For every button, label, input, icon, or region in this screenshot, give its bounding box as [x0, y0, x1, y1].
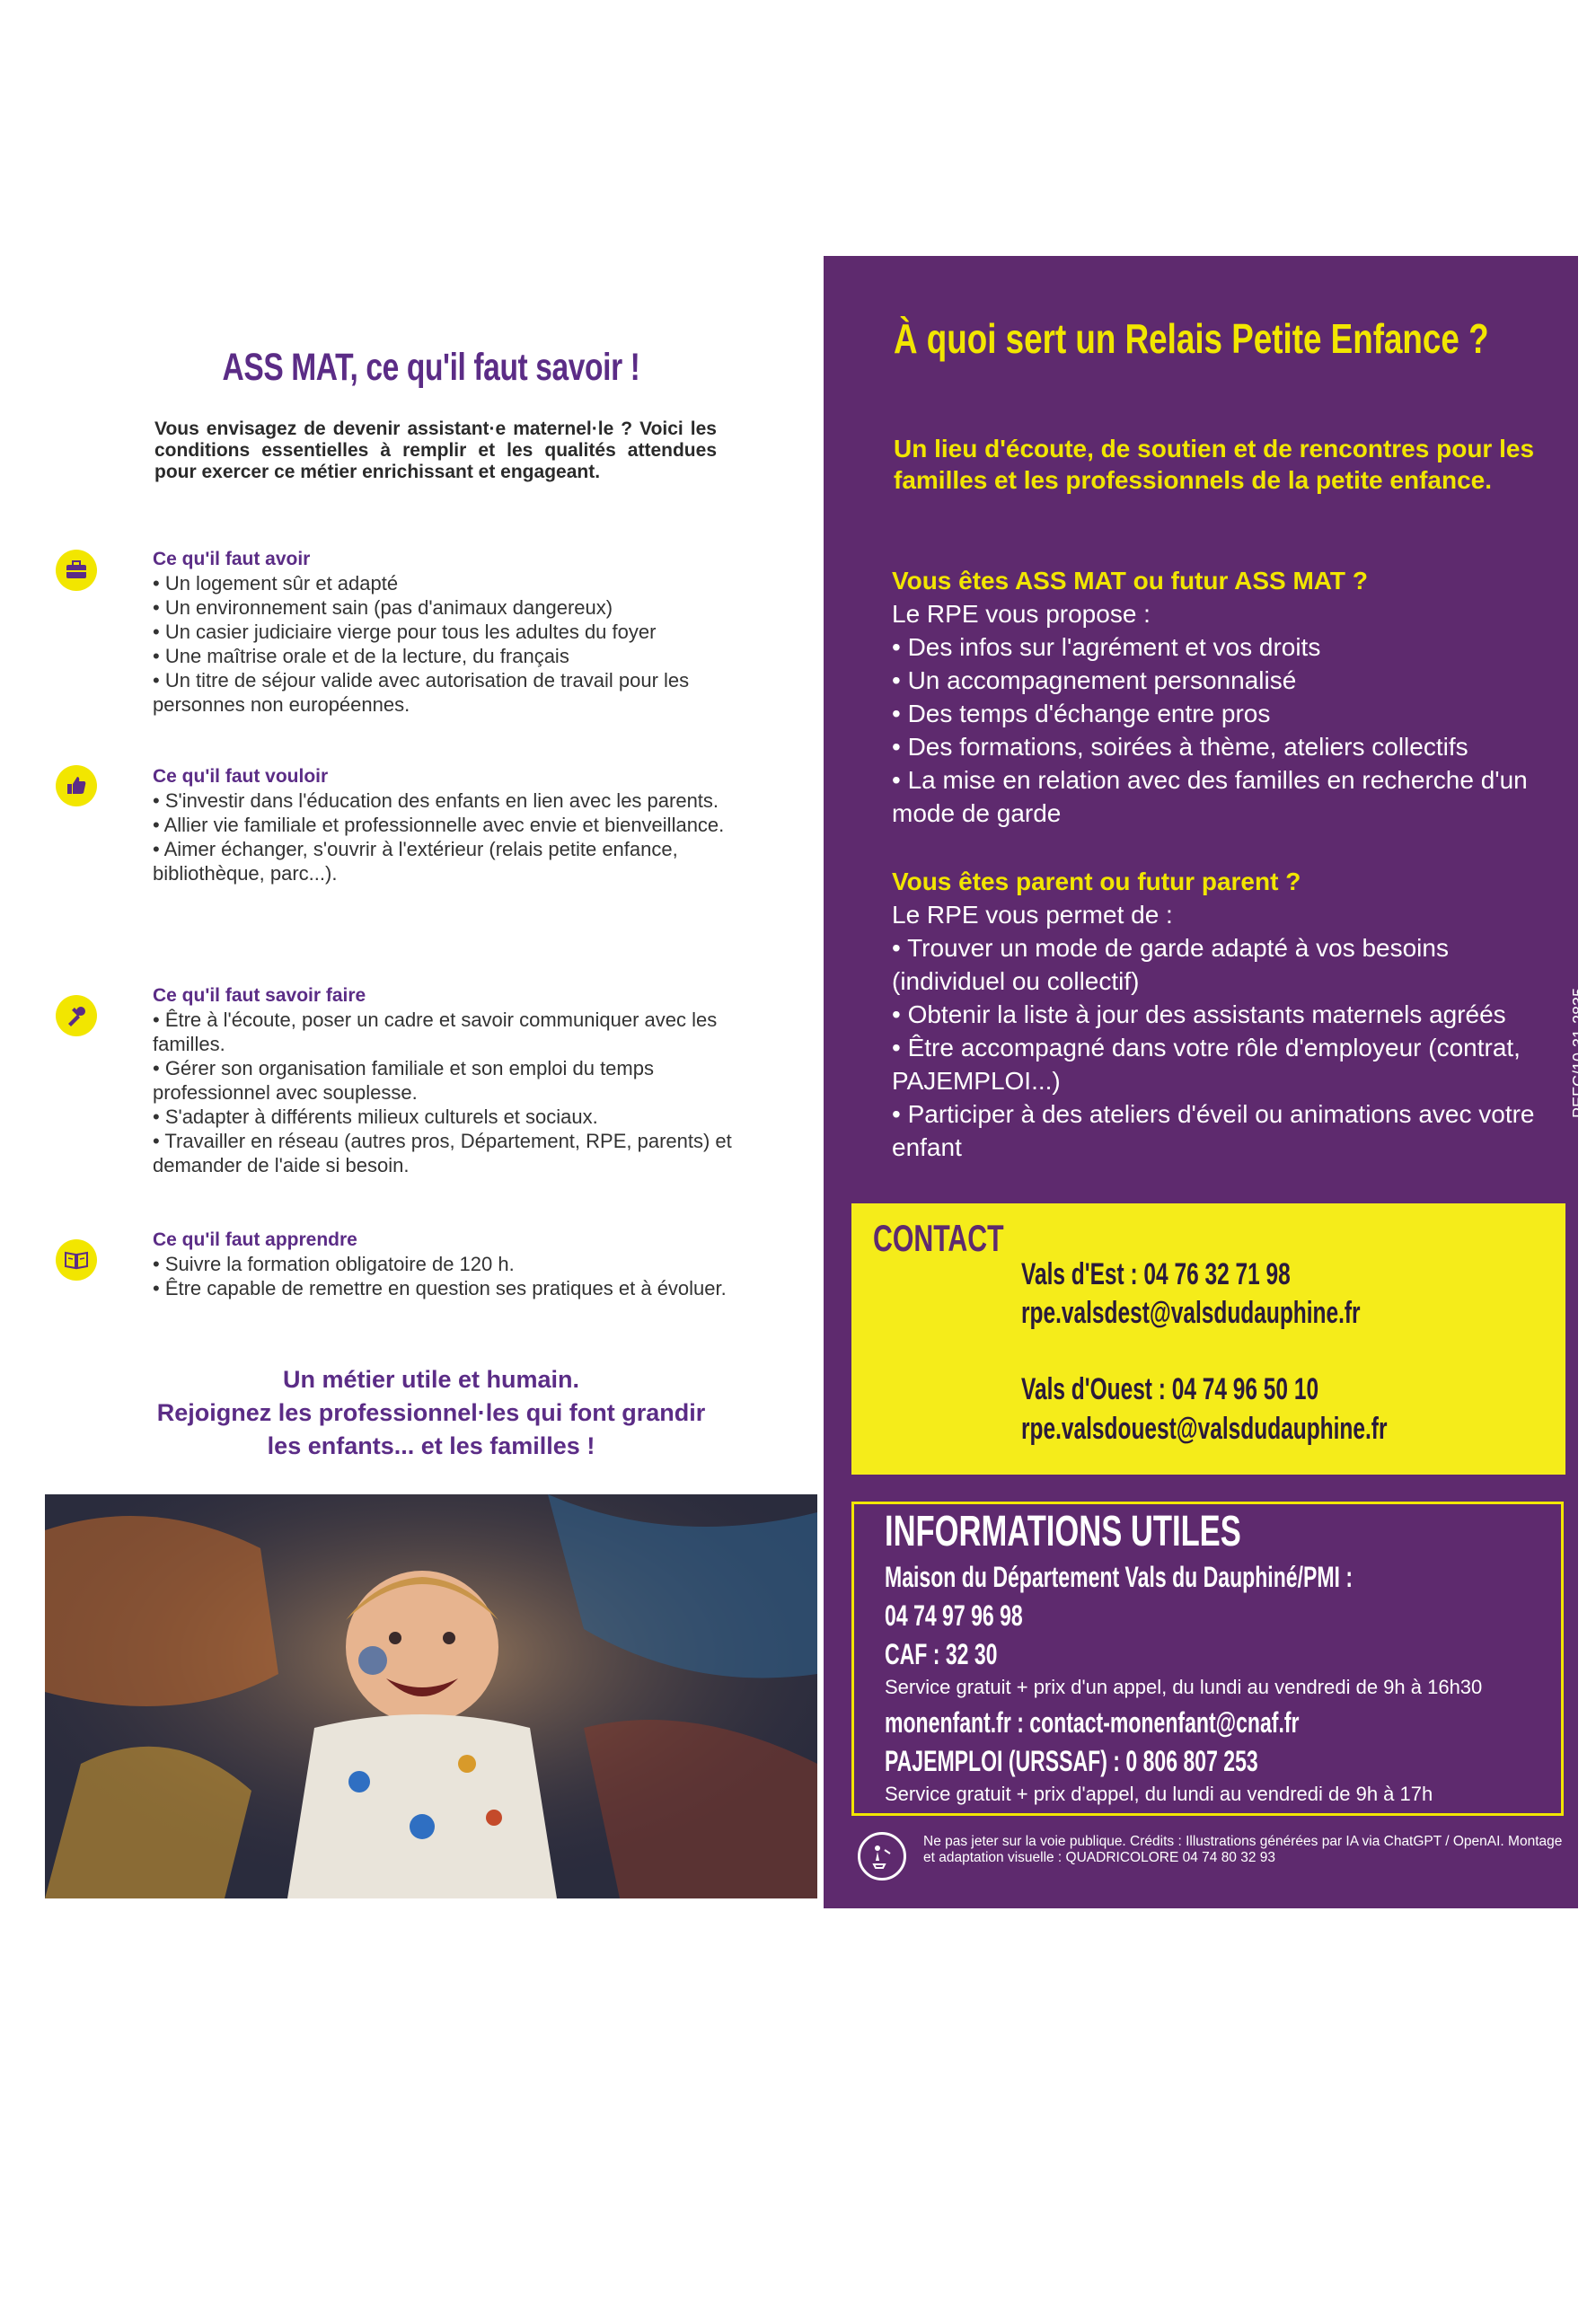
assmat-intro: Le RPE vous propose :	[892, 600, 1151, 628]
section-apprendre	[153, 1229, 736, 1300]
assmat-line: • Des temps d'échange entre pros	[892, 700, 1271, 727]
section-line: • Une maîtrise orale et de la lecture, du français	[153, 645, 569, 667]
assmat-line: • Des formations, soirées à thème, ateliers collectifs	[892, 733, 1468, 761]
slogan-line: Rejoignez les professionnel·les qui font grandir	[156, 1399, 706, 1426]
section-vouloir	[153, 765, 736, 885]
assmat-line: • Un accompagnement personnalisé	[892, 666, 1297, 694]
section-line: • Aimer échanger, s'ouvrir à l'extérieur (relais petite enfance, bibliothèque, parc...).	[153, 838, 678, 885]
info-caf: CAF : 32 30	[885, 1638, 998, 1670]
section-line: • Être à l'écoute, poser un cadre et savoir communiquer avec les familles.	[153, 1009, 718, 1055]
book-icon	[56, 1239, 97, 1281]
section-line: • Un titre de séjour valide avec autorisation de travail pour les personnes non européennes.	[153, 669, 690, 716]
section-heading: Ce qu'il faut apprendre	[153, 1229, 357, 1250]
parent-line: • Participer à des ateliers d'éveil ou animations avec votre enfant	[892, 1100, 1535, 1161]
section-line: • S'investir dans l'éducation des enfants en lien avec les parents.	[153, 789, 719, 812]
info-monenfant[interactable]: monenfant.fr : contact-monenfant@cnaf.fr	[885, 1706, 1300, 1739]
section-heading: Ce qu'il faut vouloir	[153, 766, 329, 787]
parent-line: • Obtenir la liste à jour des assistants maternels agréés	[892, 1000, 1506, 1028]
parent-intro: Le RPE vous permet de :	[892, 901, 1173, 929]
info-maison-phone: 04 74 97 96 98	[885, 1599, 1023, 1632]
pefc-code: PEFC/10-31-2835	[1570, 987, 1588, 1118]
parent-block	[892, 865, 1548, 1164]
footer-credits: Ne pas jeter sur la voie publique. Crédits : Illustrations générées par IA via ChatGPT / OpenAI. Montage et adaptation visuelle : QUADRICOLORE 04 74 80 32 93	[923, 1834, 1563, 1865]
section-heading: Ce qu'il faut savoir faire	[153, 985, 366, 1006]
section-line: • Être capable de remettre en question ses pratiques et à évoluer.	[153, 1277, 727, 1299]
assmat-heading: Vous êtes ASS MAT ou futur ASS MAT ?	[892, 567, 1368, 595]
briefcase-icon	[56, 550, 97, 591]
left-title: ASS MAT, ce qu'il faut savoir !	[222, 346, 640, 389]
rpe-title: À quoi sert un Relais Petite Enfance ?	[894, 315, 1489, 362]
section-line: • Travailler en réseau (autres pros, Département, RPE, parents) et demander de l'aide si besoin.	[153, 1130, 732, 1176]
slogan-line: Un métier utile et humain.	[282, 1366, 580, 1393]
slogan	[126, 1363, 736, 1463]
slogan-line: les enfants... et les familles !	[267, 1432, 595, 1459]
parent-line: • Être accompagné dans votre rôle d'employeur (contrat, PAJEMPLOI...)	[892, 1034, 1521, 1095]
info-title: INFORMATIONS UTILES	[885, 1508, 1241, 1555]
recycle-icon	[858, 1832, 906, 1881]
section-line: • Gérer son organisation familiale et son emploi du temps professionnel avec souplesse.	[153, 1057, 654, 1104]
section-line: • Allier vie familiale et professionnelle avec envie et bienveillance.	[153, 814, 725, 836]
assmat-block	[892, 564, 1548, 830]
parent-line: • Trouver un mode de garde adapté à vos besoins (individuel ou collectif)	[892, 934, 1449, 995]
intro-text: Vous envisagez de devenir assistant·e maternel·le ? Voici les conditions essentielles à remplir et les qualités attendues pour exercer ce métier enrichissant et engageant.	[154, 418, 717, 482]
assmat-line: • La mise en relation avec des familles en recherche d'un mode de garde	[892, 766, 1528, 827]
section-savoir-faire	[153, 984, 736, 1177]
section-line: • Un casier judiciaire vierge pour tous les adultes du foyer	[153, 621, 657, 643]
section-line: • Suivre la formation obligatoire de 120 h.	[153, 1253, 515, 1275]
contact-est-email[interactable]: rpe.valsdest@valsdudauphine.fr	[1021, 1296, 1361, 1330]
contact-est-phone: Vals d'Est : 04 76 32 71 98	[1021, 1257, 1291, 1291]
assmat-line: • Des infos sur l'agrément et vos droits	[892, 633, 1321, 661]
section-line: • Un environnement sain (pas d'animaux dangereux)	[153, 596, 613, 619]
contact-ouest-email[interactable]: rpe.valsdouest@valsdudauphine.fr	[1021, 1412, 1388, 1446]
contact-ouest-phone: Vals d'Ouest : 04 74 96 50 10	[1021, 1372, 1319, 1406]
info-pajemploi-note: Service gratuit + prix d'appel, du lundi au vendredi de 9h à 17h	[885, 1783, 1433, 1805]
section-avoir	[153, 548, 736, 717]
section-heading: Ce qu'il faut avoir	[153, 549, 311, 569]
child-photo	[45, 1494, 817, 1898]
tools-icon	[56, 995, 97, 1036]
info-pajemploi: PAJEMPLOI (URSSAF) : 0 806 807 253	[885, 1745, 1258, 1777]
rpe-lead: Un lieu d'écoute, de soutien et de rencontres pour les familles et les professionnels de la petite enfance.	[894, 435, 1535, 494]
contact-title: CONTACT	[873, 1217, 1004, 1259]
section-line: • Un logement sûr et adapté	[153, 572, 399, 595]
parent-heading: Vous êtes parent ou futur parent ?	[892, 868, 1301, 895]
section-line: • S'adapter à différents milieux culturels et sociaux.	[153, 1105, 598, 1128]
thumbs-up-icon	[56, 765, 97, 806]
info-caf-note: Service gratuit + prix d'un appel, du lundi au vendredi de 9h à 16h30	[885, 1676, 1483, 1698]
info-maison: Maison du Département Vals du Dauphiné/PMI :	[885, 1561, 1354, 1593]
